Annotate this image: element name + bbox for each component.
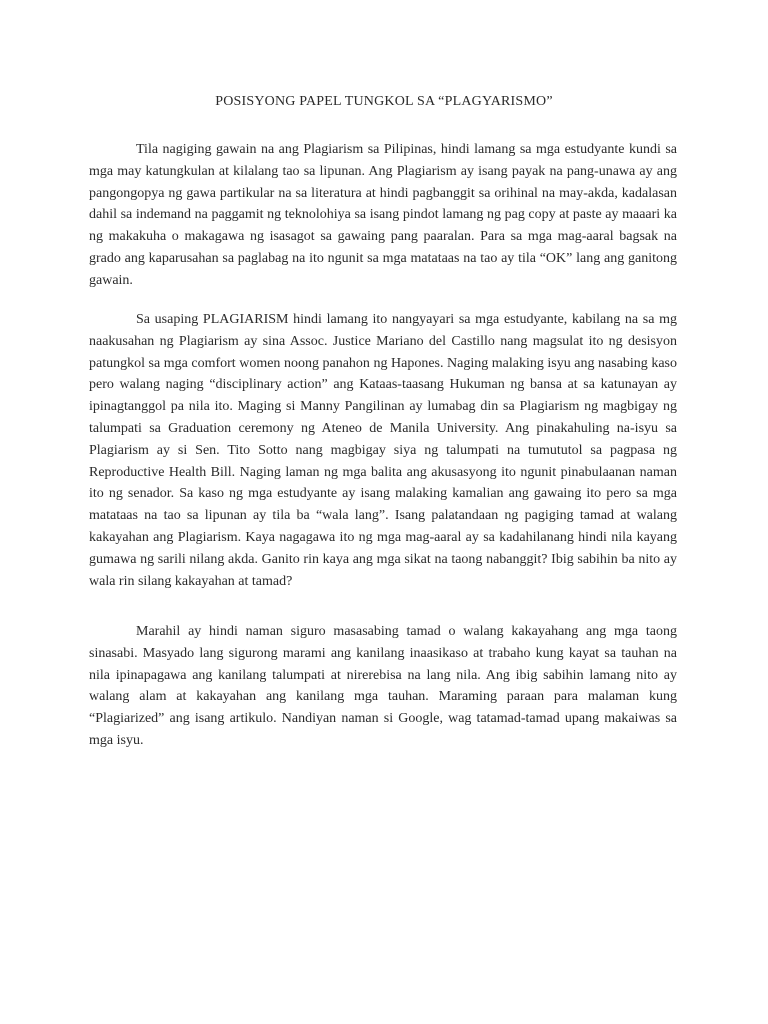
paragraph-3-text: Marahil ay hindi naman siguro masasabing tamad o walang kakayahang ang mga taong sinasabi. Masyado lang sigurong marami ang kanilang inaasikaso at trabaho kung kayat sa tauhan na nila ipinapagawa ang kanilang talumpati at nirerebisa na lang nila. Ang ibig sabihin lamang nito ay walang alam at kakayahan ang kanilang mga tauhan. Maraming paraan para malaman kung “Plagiarized” ang isang artikulo. Nandiyan naman si Google, wag tatamad-tamad upang makaiwas sa mga isyu. — [89, 624, 677, 748]
paragraph-3 — [89, 621, 677, 752]
document-title: POSISYONG PAPEL TUNGKOL SA “PLAGYARISMO” — [215, 94, 553, 109]
paragraph-1-text: Tila nagiging gawain na ang Plagiarism sa Pilipinas, hindi lamang sa mga estudyante kundi sa mga may katungkulan at kilalang tao sa lipunan. Ang Plagiarism ay isang payak na pang-unawa ay ang pangongopya ng gawa partikular na sa literatura at hindi pagbanggit sa orihinal na may-akda, kadalasan dahil sa indemand na paggamit ng teknolohiya sa isang pindot lamang ng pag copy at paste ay maaari ka ng makakuha o makagawa ng isasagot sa gawaing pang paaralan. Para sa mga mag-aaral bagsak na grado ang kaparusahan sa paglabag na ito ngunit sa mga matataas na tao ay tila “OK” lang ang ganitong gawain. — [89, 142, 677, 288]
paragraph-2 — [89, 309, 677, 592]
paragraph-1 — [89, 139, 677, 292]
paragraph-2-text: Sa usaping PLAGIARISM hindi lamang ito nangyayari sa mga estudyante, kabilang na sa mg naakusahan ng Plagiarism ay sina Assoc. Justice Mariano del Castillo nang magsulat ito ng desisyon patungkol sa mga comfort women noong panahon ng Hapones. Naging malaking isyu ang nasabing kaso pero walang naging “disciplinary action” ang Kataas-taasang Hukuman ng bansa at sa katunayan ay ipinagtanggol pa nila ito. Maging si Manny Pangilinan ay lumabag din sa Plagiarism ng magbigay ng talumpati sa Graduation ceremony ng Ateneo de Manila University. Ang pinakahuling na-isyu sa Plagiarism ay si Sen. Tito Sotto nang magbigay siya ng talumpati na tumututol sa pagpasa ng Reproductive Health Bill. Naging laman ng mga balita ang akusasyong ito ngunit pinabulaanan naman ito ng senador. Sa kaso ng mga estudyante ay isang malaking kamalian ang gawaing ito pero sa mga matataas na tao sa lipunan ay tila ba “wala lang”. Isang palatandaan ng pagiging tamad at walang kakayahan ang Plagiarism. Kaya nagagawa ito ng mga mag-aaral ay sa kadahilanang hindi nila kayang gumawa ng sarili nilang akda. Ganito rin kaya ang mga sikat na taong nabanggit? Ibig sabihin ba nito ay wala rin silang kakayahan at tamad? — [89, 312, 677, 589]
